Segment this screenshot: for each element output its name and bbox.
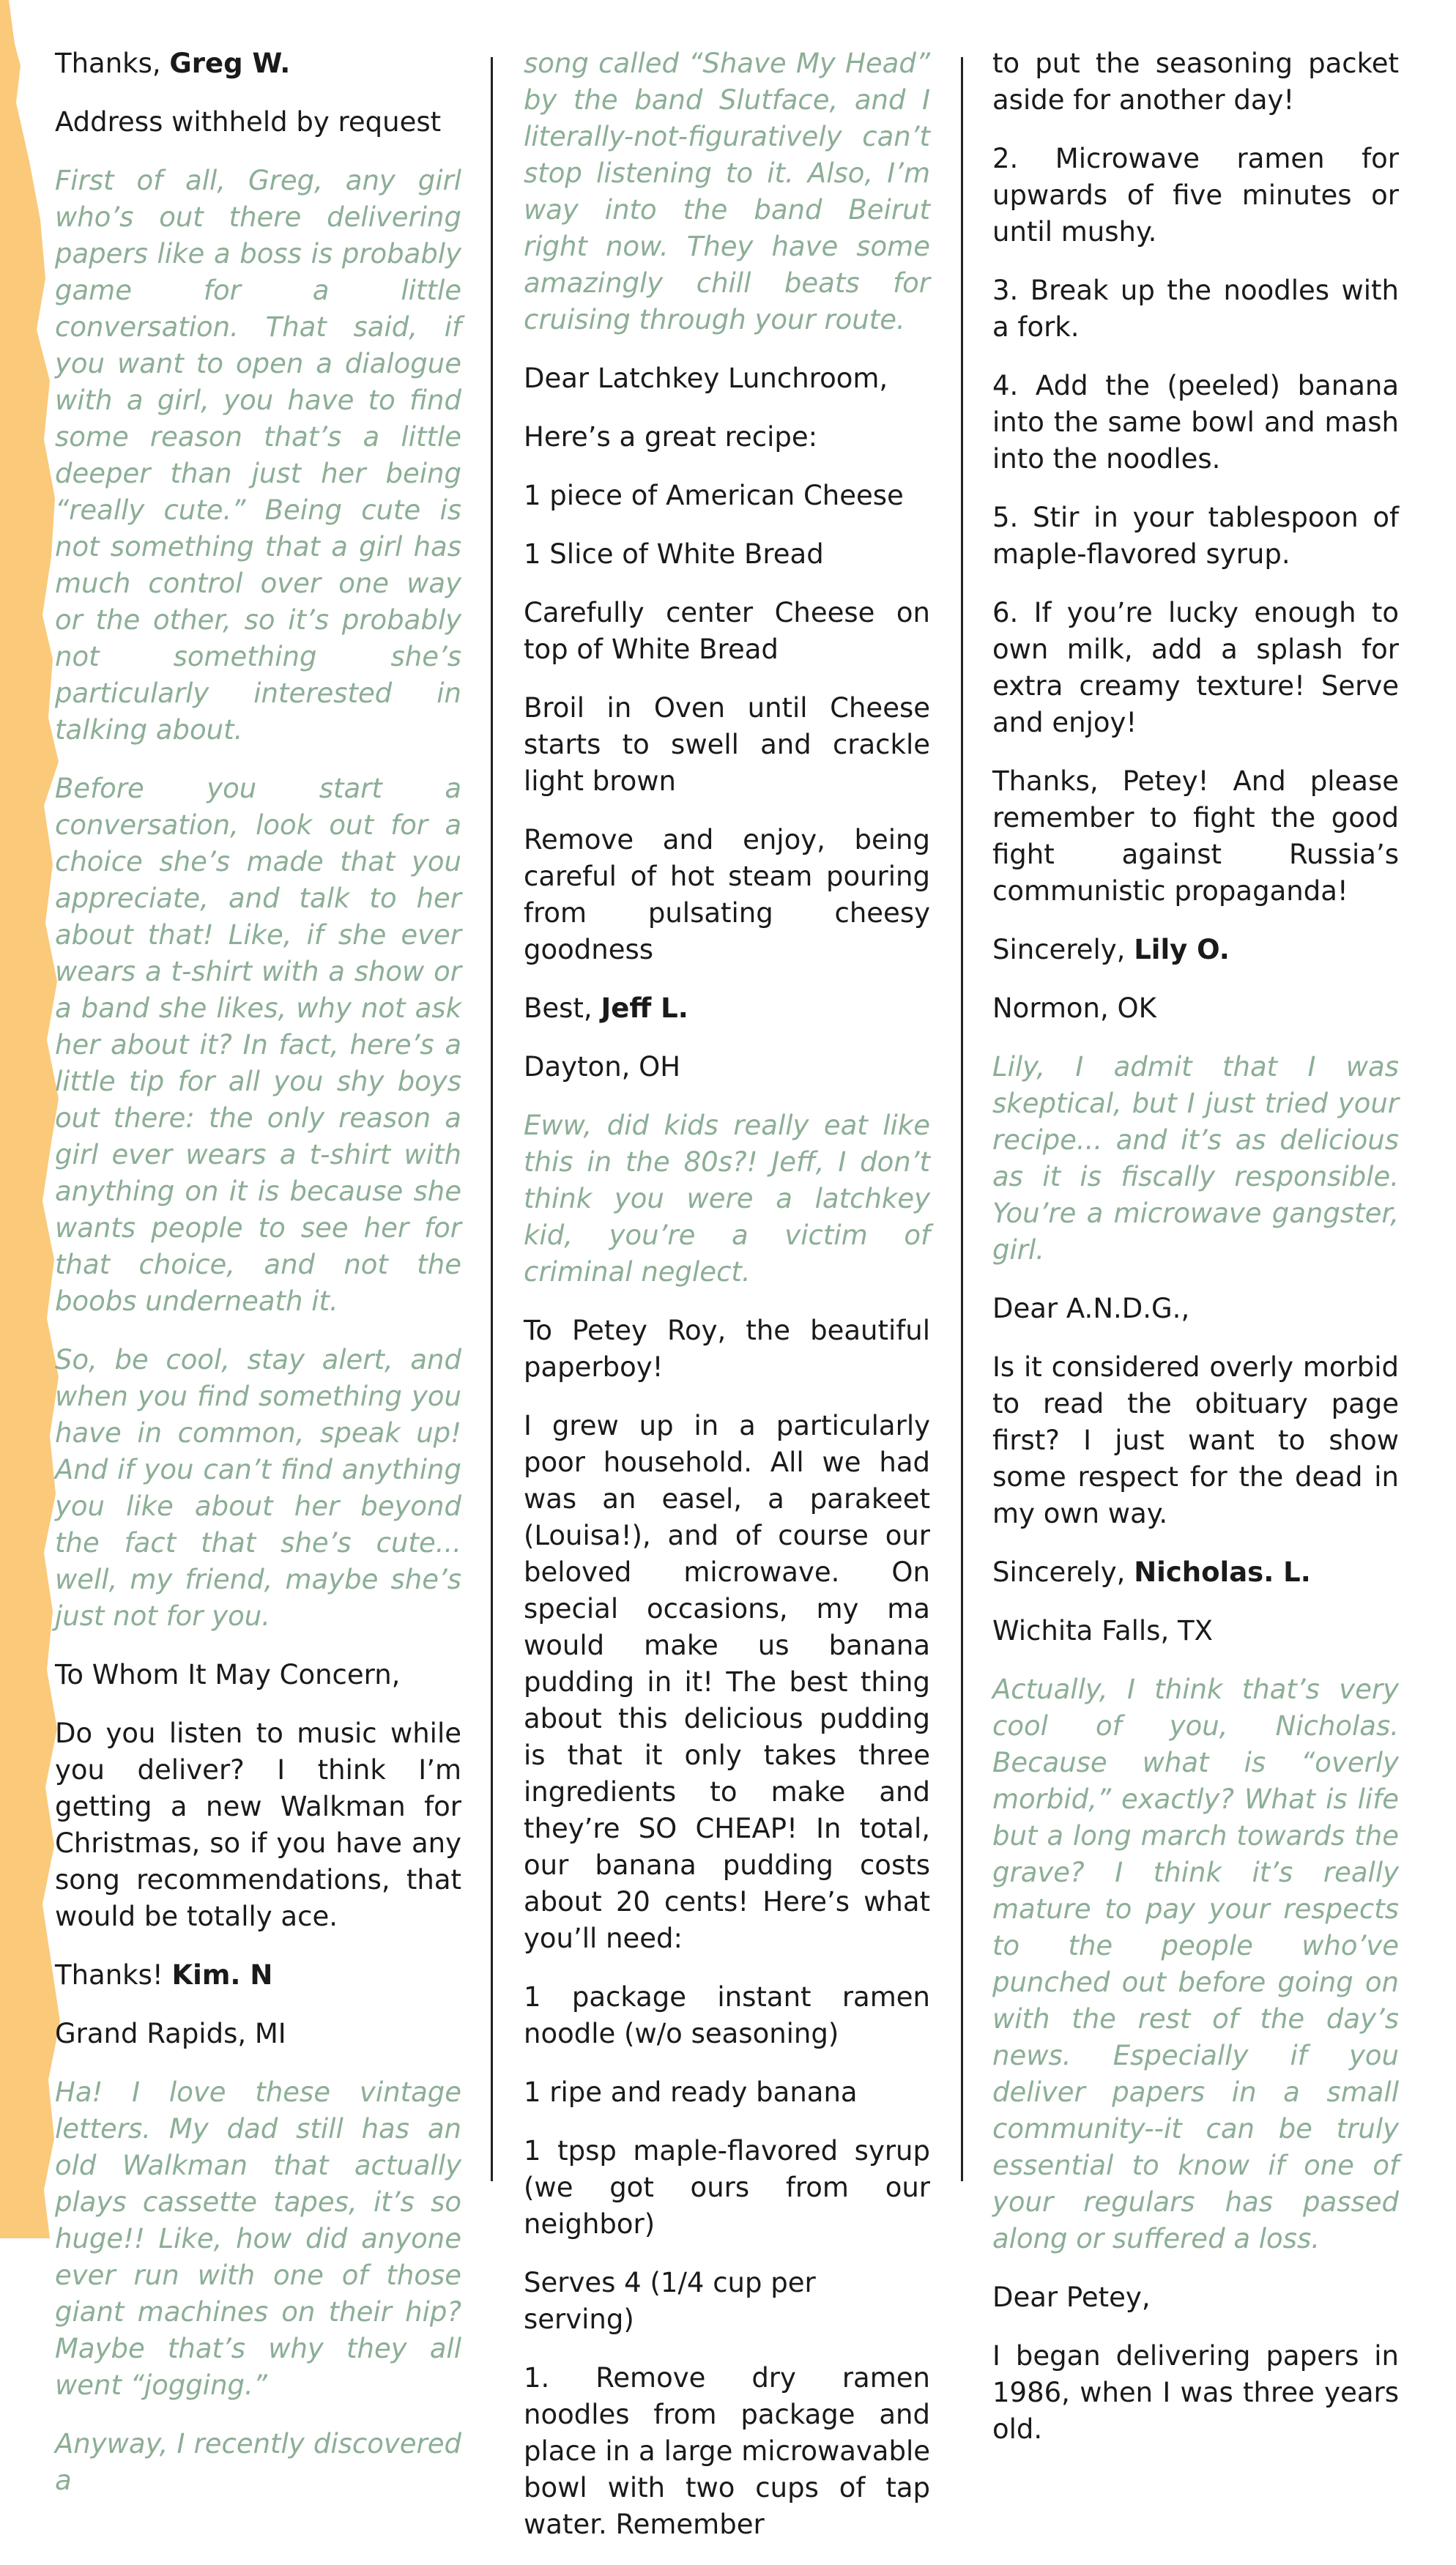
letter-salutation: Dear A.N.D.G., (992, 1293, 1190, 1324)
letter-salutation: Dear Latchkey Lunchroom, (524, 363, 888, 394)
answer-paragraph: Actually, I think that’s very cool of you, Nicholas. Because what is “overly morbid,” exactly? What is life but a long march towards the grave? I think it’s really mature to pay your respects to the people who’ve punched out before going on with the rest of the day’s news. Especially if you deliver papers in a small community--it can be truly essential to know if one of your regulars has passed along or suffered a loss. (992, 1674, 1399, 2254)
letter-signoff (524, 990, 930, 1027)
letter-location: Dayton, OH (524, 1051, 681, 1083)
recipe-step: 2. Microwave ramen for upwards of five minutes or until mushy. (992, 143, 1399, 248)
letter-location: Wichita Falls, TX (992, 1615, 1213, 1647)
signoff-text: Sincerely, (992, 934, 1134, 965)
letter-body: I grew up in a particularly poor household. All we had was an easel, a parakeet (Louisa!), and of course our beloved microwave. On special occasions, my ma would make us banana pudding in it! The best thing about this delicious pudding is that it only takes three ingredients to make and they’re SO CHEAP! In total, our banana pudding costs about 20 cents! Here’s what you’ll need: (524, 1410, 930, 1954)
column-3 (992, 45, 1399, 2470)
letter-signoff (992, 1554, 1399, 1591)
answer-paragraph: Ha! I love these vintage letters. My dad still has an old Walkman that actually plays cassette tapes, it’s so huge!! Like, how did anyone ever run with one of those giant machines on their hip? Maybe that’s why they all went “jogging.” (55, 2076, 461, 2401)
answer-paragraph: Anyway, I recently discovered a (55, 2428, 461, 2496)
signoff-text: Thanks, (55, 48, 170, 79)
letter-signoff (992, 932, 1399, 968)
column-2 (524, 45, 930, 2565)
signoff-text: Best, (524, 992, 601, 1024)
column-divider-1 (491, 57, 493, 2181)
answer-paragraph: First of all, Greg, any girl who’s out there delivering papers like a boss is probably game for a little conversation. That said, if you want to open a dialogue with a girl, you have to find some reason that’s a little deeper than just her being “really cute.” Being cute is not something that a girl has much control over one way or the other, so it’s probably not something she’s particularly interested in talking about. (55, 165, 461, 746)
recipe-ingredient: 1 tpsp maple-flavored syrup (we got ours from our neighbor) (524, 2135, 930, 2240)
answer-paragraph: So, be cool, stay alert, and when you find something you have in common, speak up! And if you can’t find anything you like about her beyond the fact that she’s cute... well, my friend, maybe she’s just not for you. (55, 1344, 461, 1632)
recipe-step: Remove and enjoy, being careful of hot steam pouring from pulsating cheesy goodness (524, 824, 930, 965)
letter-body: Do you listen to music while you deliver? I think I’m getting a new Walkman for Christmas, so if you have any song recommendations, that would be totally ace. (55, 1718, 461, 1932)
recipe-step: to put the seasoning packet aside for another day! (992, 48, 1399, 116)
recipe-step: 5. Stir in your tablespoon of maple-flavored syrup. (992, 502, 1399, 570)
signoff-text: Sincerely, (992, 1556, 1134, 1588)
signoff-text: Thanks! (55, 1959, 172, 1991)
letter-body: Here’s a great recipe: (524, 421, 818, 453)
column-1 (55, 45, 461, 2521)
letter-body: Is it considered overly morbid to read the obituary page first? I just want to show some respect for the dead in my own way. (992, 1351, 1399, 1529)
letter-salutation: To Petey Roy, the beautiful paperboy! (524, 1315, 930, 1383)
letter-signoff (55, 45, 461, 82)
letter-location: Grand Rapids, MI (55, 2018, 286, 2049)
recipe-step: 3. Break up the noodles with a fork. (992, 275, 1399, 343)
column-divider-2 (961, 57, 963, 2181)
recipe-step: 1. Remove dry ramen noodles from package and place in a large microwavable bowl with two cups of tap water. Remember (524, 2362, 930, 2540)
letter-salutation: Dear Petey, (992, 2282, 1151, 2313)
recipe-ingredient: 1 Slice of White Bread (524, 538, 824, 570)
signer-name: Greg W. (169, 48, 291, 79)
recipe-ingredient: 1 ripe and ready banana (524, 2076, 858, 2108)
letter-signoff (55, 1957, 461, 1994)
letter-salutation: To Whom It May Concern, (55, 1659, 401, 1690)
recipe-servings: Serves 4 (1/4 cup per serving) (524, 2267, 816, 2335)
recipe-ingredient: 1 piece of American Cheese (524, 480, 904, 511)
letter-body: I began delivering papers in 1986, when I was three years old. (992, 2340, 1399, 2445)
answer-paragraph: Eww, did kids really eat like this in the 80s?! Jeff, I don’t think you were a latchkey kid, you’re a victim of criminal neglect. (524, 1110, 930, 1288)
letter-body: Thanks, Petey! And please remember to fight the good fight against Russia’s communistic propaganda! (992, 765, 1399, 907)
answer-paragraph: Lily, I admit that I was skeptical, but I just tried your recipe... and it’s as delicious as it is fiscally responsible. You’re a microwave gangster, girl. (992, 1051, 1399, 1266)
letter-location: Normon, OK (992, 992, 1156, 1024)
signer-name: Lily O. (1134, 934, 1230, 965)
answer-paragraph: song called “Shave My Head” by the band Slutface, and I literally-not-figuratively can’t stop listening to it. Also, I’m way into the band Beirut right now. They have some amazingly chill beats for cruising through your route. (524, 48, 930, 335)
recipe-step: 4. Add the (peeled) banana into the same bowl and mash into the noodles. (992, 370, 1399, 475)
recipe-step: Broil in Oven until Cheese starts to swell and crackle light brown (524, 692, 930, 797)
signer-name: Jeff L. (601, 992, 688, 1024)
recipe-step: Carefully center Cheese on top of White Bread (524, 597, 930, 665)
answer-paragraph: Before you start a conversation, look out for a choice she’s made that you appreciate, and talk to her about that! Like, if she ever wears a t-shirt with a show or a band she likes, why not ask her about it? In fact, here’s a little tip for all you shy boys out there: the only reason a girl ever wears a t-shirt with anything on it is because she wants people to see her for that choice, and not the boobs underneath it. (55, 773, 461, 1317)
signer-name: Nicholas. L. (1134, 1556, 1311, 1588)
recipe-ingredient: 1 package instant ramen noodle (w/o seasoning) (524, 1981, 930, 2049)
recipe-step: 6. If you’re lucky enough to own milk, add a splash for extra creamy texture! Serve and enjoy! (992, 597, 1399, 738)
signer-name: Kim. N (171, 1959, 273, 1991)
letter-location: Address withheld by request (55, 106, 442, 138)
